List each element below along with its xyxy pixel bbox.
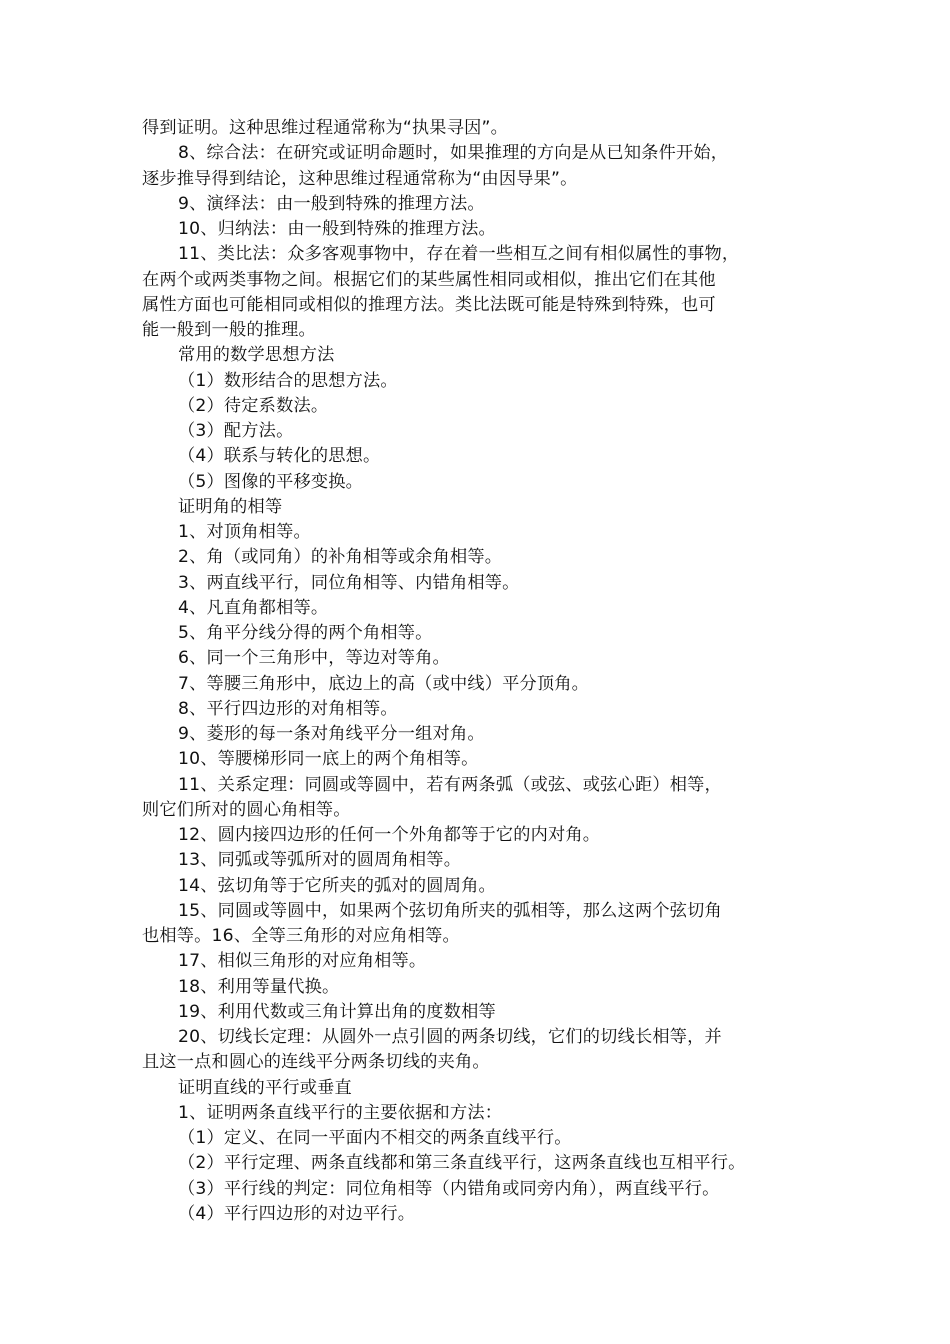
text-line: 也相等。16、全等三角形的对应角相等。 bbox=[142, 926, 460, 946]
text-line: 10、等腰梯形同一底上的两个角相等。 bbox=[178, 749, 479, 770]
text-line: 1、证明两条直线平行的主要依据和方法： bbox=[178, 1102, 503, 1123]
text-line: （2）平行定理、两条直线都和第三条直线平行，这两条直线也互相平行。 bbox=[178, 1153, 746, 1174]
text-line: 12、圆内接四边形的任何一个外角都等于它的内对角。 bbox=[178, 825, 601, 845]
text-line: 5、角平分线分得的两个角相等。 bbox=[178, 623, 433, 643]
text-line: 11、类比法：众多客观事物中，存在着一些相互之间有相似属性的事物， bbox=[178, 244, 740, 265]
text-line: 9、演绎法：由一般到特殊的推理方法。 bbox=[178, 193, 485, 214]
text-line: 7、等腰三角形中，底边上的高（或中线）平分顶角。 bbox=[178, 673, 590, 694]
text-line: 证明角的相等 bbox=[178, 496, 283, 517]
text-line: 1、对顶角相等。 bbox=[178, 522, 311, 542]
text-line: （4）平行四边形的对边平行。 bbox=[178, 1203, 416, 1224]
document-body bbox=[142, 116, 822, 1227]
text-line: 能一般到一般的推理。 bbox=[142, 320, 316, 340]
text-line: 2、角（或同角）的补角相等或余角相等。 bbox=[178, 547, 503, 568]
text-line: （4）联系与转化的思想。 bbox=[178, 446, 381, 467]
text-line: 6、同一个三角形中，等边对等角。 bbox=[178, 648, 450, 669]
text-line: 3、两直线平行，同位角相等、内错角相等。 bbox=[178, 572, 520, 593]
text-line: （1）数形结合的思想方法。 bbox=[178, 370, 398, 391]
text-line: 14、弦切角等于它所夹的弧对的圆周角。 bbox=[178, 875, 496, 896]
text-line: 逐步推导得到结论，这种思维过程通常称为“由因导果”。 bbox=[142, 168, 578, 189]
text-line: 19、利用代数或三角计算出角的度数相等 bbox=[178, 1001, 496, 1022]
text-line: 常用的数学思想方法 bbox=[178, 345, 335, 366]
text-line: 11、关系定理：同圆或等圆中，若有两条弧（或弦、或弦心距）相等， bbox=[178, 774, 722, 795]
text-line: （2）待定系数法。 bbox=[178, 395, 329, 416]
text-line: （3）平行线的判定：同位角相等（内错角或同旁内角），两直线平行。 bbox=[178, 1178, 720, 1199]
text-line: 且这一点和圆心的连线平分两条切线的夹角。 bbox=[142, 1052, 490, 1073]
text-line: 在两个或两类事物之间。根据它们的某些属性相同或相似，推出它们在其他 bbox=[142, 269, 716, 290]
text-line: 得到证明。这种思维过程通常称为“执果寻因”。 bbox=[142, 118, 508, 138]
text-line: 8、平行四边形的对角相等。 bbox=[178, 698, 398, 719]
text-line: （1）定义、在同一平面内不相交的两条直线平行。 bbox=[178, 1128, 572, 1148]
text-line: 属性方面也可能相同或相似的推理方法。类比法既可能是特殊到特殊，也可 bbox=[142, 294, 716, 315]
text-line: 15、同圆或等圆中，如果两个弦切角所夹的弧相等，那么这两个弦切角 bbox=[178, 900, 722, 921]
text-line: 证明直线的平行或垂直 bbox=[178, 1077, 352, 1098]
text-line: 10、归纳法：由一般到特殊的推理方法。 bbox=[178, 219, 496, 239]
text-line: 4、凡直角都相等。 bbox=[178, 597, 329, 618]
text-line: 则它们所对的圆心角相等。 bbox=[142, 799, 351, 820]
text-line: （5）图像的平移变换。 bbox=[178, 471, 364, 492]
text-line: 13、同弧或等弧所对的圆周角相等。 bbox=[178, 850, 462, 871]
text-line: 9、菱形的每一条对角线平分一组对角。 bbox=[178, 724, 485, 744]
text-line: 20、切线长定理：从圆外一点引圆的两条切线，它们的切线长相等，并 bbox=[178, 1027, 722, 1047]
text-line: 18、利用等量代换。 bbox=[178, 976, 340, 997]
text-line: 17、相似三角形的对应角相等。 bbox=[178, 951, 427, 972]
text-line: 8、综合法：在研究或证明命题时，如果推理的方向是从已知条件开始， bbox=[178, 143, 729, 164]
text-line: （3）配方法。 bbox=[178, 421, 294, 441]
